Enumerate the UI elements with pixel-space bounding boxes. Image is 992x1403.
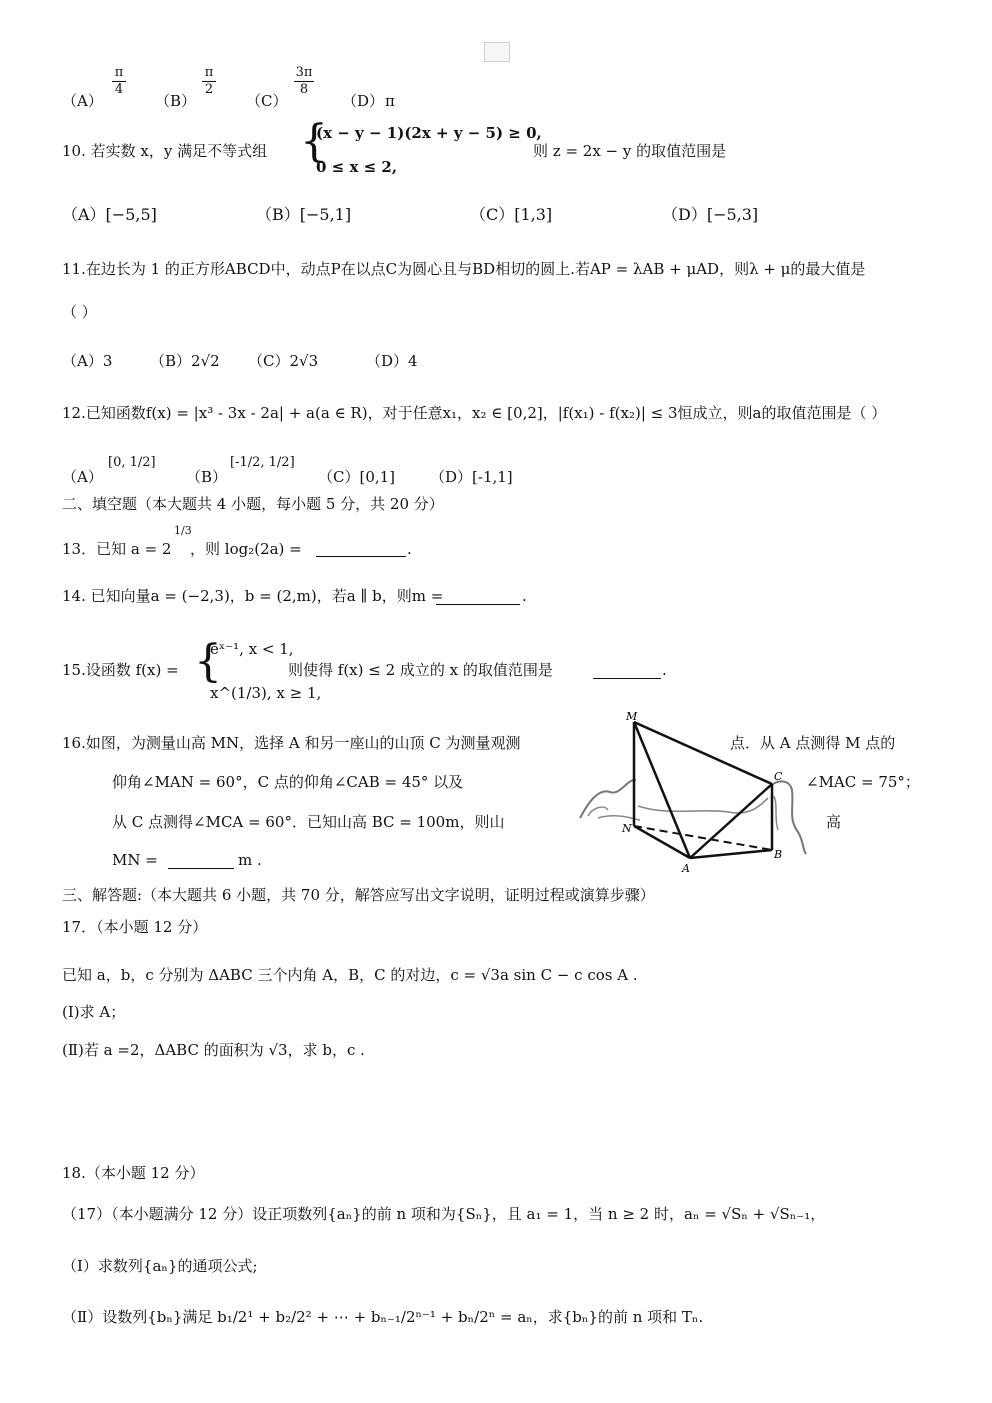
point-A-label: A [682,862,690,875]
q10-option-d: （D）[−5,3] [662,205,759,224]
q13-exponent: 1/3 [174,524,192,537]
point-M-label: M [626,710,638,723]
point-N-label: N [622,822,632,835]
q15-prefix: 15.设函数 f(x) = [62,661,179,679]
q17-part-2: (Ⅱ)若 a =2，ΔABC 的面积为 √3，求 b，c . [62,1041,365,1059]
q16-line-1-right: 点．从 A 点测得 M 点的 [730,734,896,752]
q12-option-c: （C）[0,1] [318,468,396,486]
q11-option-d: （D）4 [366,352,418,370]
q10-tail: 则 z = 2x − y 的取值范围是 [533,142,727,160]
q12-option-b-label: （B） [186,468,228,486]
q16-line-2-left: 仰角∠MAN = 60°，C 点的仰角∠CAB = 45° 以及 [112,773,464,791]
q9-option-c-label: （C） [246,92,288,110]
q10-inequality-1: (x − y − 1)(2x + y − 5) ≥ 0, [316,124,542,142]
segment-AB [690,850,772,858]
q16-line-3-left: 从 C 点测得∠MCA = 60°．已知山高 BC = 100m，则山 [112,813,505,831]
q15-case-1: eˣ⁻¹, x < 1, [210,640,294,658]
q12-option-b-value: [-1/2, 1/2] [230,455,295,470]
q11-option-c: （C）2√3 [248,352,319,370]
q18-stem: （17）（本小题满分 12 分）设正项数列{aₙ}的前 n 项和为{Sₙ}，且 a₁ = 1，当 n ≥ 2 时，aₙ = √Sₙ + √Sₙ₋₁， [62,1205,826,1223]
q16-line-4-unit: m . [238,851,262,869]
q11-answer-paren: （ ） [62,303,97,321]
logo-placeholder [484,42,510,62]
q10-inequality-2: 0 ≤ x ≤ 2, [316,158,398,176]
q9-option-c-fraction: 3π 8 [295,65,313,97]
q10-brace: { [300,116,328,167]
q12-option-a-value: [0, 1/2] [108,455,156,470]
q10-option-b: （B）[−5,1] [256,205,352,224]
q12-option-d: （D）[-1,1] [430,468,513,486]
mountain-right-sketch-2 [774,796,778,830]
q15-end: . [662,661,667,679]
mountain-left-sketch-2 [588,807,608,816]
q18-part-1: （Ⅰ）求数列{aₙ}的通项公式; [62,1257,258,1275]
q14-answer-blank[interactable] [436,586,520,605]
q13-prefix: 13．已知 a = 2 [62,540,172,558]
q15-answer-blank[interactable] [593,660,661,679]
q9-option-d-value: π [385,92,395,110]
section-2-heading: 二、填空题（本大题共 4 小题，每小题 5 分，共 20 分） [62,495,444,513]
q13-answer-blank[interactable] [316,538,406,557]
q10-option-c: （C）[1,3] [470,205,553,224]
q17-stem: 已知 a，b，c 分别为 ΔABC 三个内角 A，B，C 的对边，c = √3a sin C − c cos A . [62,966,638,984]
q10-option-a: （A）[−5,5] [62,205,157,224]
point-C-label: C [774,770,783,783]
q18-heading: 18.（本小题 12 分） [62,1164,205,1182]
q17-part-1: (Ⅰ)求 A； [62,1003,126,1021]
q14-end: . [522,587,527,605]
q9-option-a-fraction: π 4 [112,66,126,97]
q14-stem: 14. 已知向量a = (−2,3)，b = (2,m)，若a ∥ b，则m = [62,587,444,605]
q12-option-a-label: （A） [62,468,103,486]
segment-AC [690,784,772,858]
q11-option-a: （A）3 [62,352,113,370]
q16-line-4-prefix: MN = [112,851,158,869]
q11-option-b: （B）2√2 [150,352,220,370]
point-B-label: B [774,848,783,861]
q13-end: . [407,540,412,558]
q12-stem: 12.已知函数f(x) = |x³ - 3x - 2a| + a(a ∈ R)，对于任意x₁，x₂ ∈ [0,2]，|f(x₁) - f(x₂)| ≤ 3恒成立，则a的取值范围是（ ） [62,404,887,422]
q13-mid: ，则 log₂(2a) = [190,540,302,558]
q11-stem: 11.在边长为 1 的正方形ABCD中，动点P在以点C为圆心且与BD相切的圆上.若AP = λAB + μAD，则λ + μ的最大值是 [62,260,866,278]
q9-option-b-label: （B） [155,92,197,110]
q18-part-2: （Ⅱ）设数列{bₙ}满足 b₁/2¹ + b₂/2² + ⋯ + bₙ₋₁/2ⁿ⁻¹ + bₙ/2ⁿ = aₙ，求{bₙ}的前 n 项和 Tₙ. [62,1308,704,1326]
mountain-right-sketch [768,781,806,854]
q9-option-a-label: （A） [62,92,103,110]
q17-heading: 17．（本小题 12 分） [62,918,208,936]
section-3-heading: 三、解答题:（本大题共 6 小题，共 70 分，解答应写出文字说明，证明过程或演算步骤） [62,886,655,904]
q9-option-d-label: （D） [342,92,385,110]
q10-stem: 10. 若实数 x，y 满足不等式组 [62,142,268,160]
q16-answer-blank[interactable] [168,850,234,869]
q16-line-2-right: ∠MAC = 75°； [806,773,920,791]
q16-figure [578,708,818,878]
q16-line-3-right: 高 [826,813,842,831]
q15-brace: { [194,636,222,687]
q16-line-1-left: 16.如图，为测量山高 MN，选择 A 和另一座山的山顶 C 为测量观测 [62,734,521,752]
q9-option-b-fraction: π 2 [202,66,216,97]
mountain-left-sketch [580,780,636,818]
q15-tail: 则使得 f(x) ≤ 2 成立的 x 的取值范围是 [288,661,553,679]
q15-case-2: x^(1/3), x ≥ 1, [210,684,322,702]
